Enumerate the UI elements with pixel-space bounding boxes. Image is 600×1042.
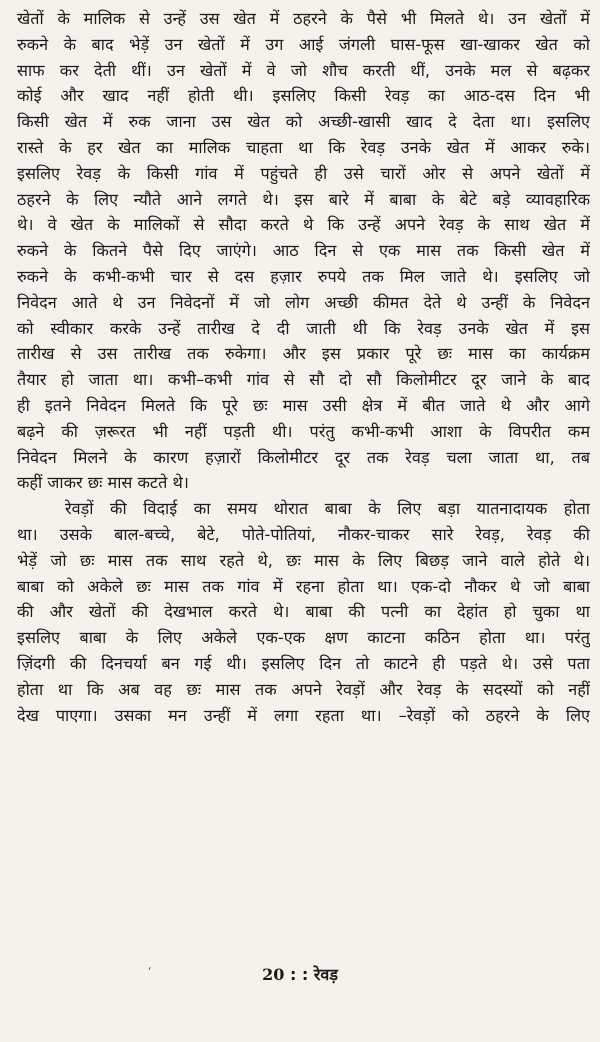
text-line: था। उसके बाल-बच्चे, बेटे, पोते-पोतियां, नौकर-चाकर सारे रेवड़, रेवड़ की [17,524,590,544]
text-line: साफ कर देती थीं। उन खेतों में वे जो शौच करती थीं, उनके मल से बढ़कर [17,60,590,80]
ink-mark: ‘ [148,965,152,978]
page-footer [0,963,600,985]
paragraph [17,496,590,728]
text-line: ही इतने निवेदन मिलते कि पूरे छः मास उसी क्षेत्र में बीत जाते थे और आगे [17,395,590,415]
text-line: कोई और खाद नहीं होती थी। इसलिए किसी रेवड़ का आठ-दस दिन भी [17,86,590,106]
text-line: इसलिए बाबा के लिए अकेले एक-एक क्षण काटना कठिन होता था। परंतु [17,628,590,648]
text-line: होता था कि अब वह छः मास तक अपने रेवड़ों और रेवड़ के सदस्यों को नहीं [17,679,590,699]
text-line: निवेदन मिलने के कारण हज़ारों किलोमीटर दूर तक रेवड़ चला जाता था, तब [17,447,590,467]
text-line: रुकने के बाद भेड़ें उन खेतों में उग आई जंगली घास-फूस खा-खाकर खेत को [17,34,590,54]
text-line: कहीं जाकर छः मास कटते थे। [17,473,189,493]
text-line: ठहरने के लिए न्यौते आने लगते थे। इस बारे में बाबा के बेटे बड़े व्यावहारिक [17,189,590,209]
text-line: निवेदन आते थे उन निवेदनों में जो लोग अच्छी कीमत देते थे उन्हीं के निवेदन [17,292,590,312]
text-line: खेतों के मालिक से उन्हें उस खेत में ठहरने के पैसे भी मिलते थे। उन खेतों में [17,9,590,28]
text-line: तारीख से उस तारीख तक रुकेगा। और इस प्रकार पूरे छः मास का कार्यक्रम [17,344,590,364]
text-line: रेवड़ों की विदाई का समय थोरात बाबा के लिए बड़ा यातनादायक होता [65,499,590,519]
text-line: इसलिए रेवड़ के किसी गांव में पहुंचते ही उसे चारों ओर से अपने खेतों में [17,163,590,183]
footer-separator: : : [289,965,309,984]
text-line: को स्वीकार करके उन्हें तारीख दे दी जाती थी कि रेवड़ उनके खेत में इस [17,318,590,338]
paragraph [17,6,590,496]
text-line: देख पाएगा। उसका मन उन्हीं में लगा रहता था। –रेवड़ों को ठहरने के लिए [17,705,590,725]
page-body [17,6,590,728]
page-number: 20 [262,965,285,984]
text-line: रुकने के कभी-कभी चार से दस हज़ार रुपये तक मिल जाते थे। इसलिए जो [17,266,590,286]
text-line: ज़िंदगी की दिनचर्या बन गई थी। इसलिए दिन तो काटने ही पड़ते थे। उसे पता [17,653,590,673]
text-line: किसी खेत में रुक जाना उस खेत को अच्छी-खासी खाद दे देता था। इसलिए [17,112,590,132]
text-line: तैयार हो जाता था। कभी–कभी गांव से सौ दो सौ किलोमीटर दूर जाने के बाद [17,370,590,390]
text-line: बढ़ने की ज़रूरत भी नहीं पड़ती थी। परंतु कभी-कभी आशा के विपरीत कम [17,421,590,441]
text-line: रास्ते के हर खेत का मालिक चाहता था कि रेवड़ उनके खेत में आकर रुके। [17,137,590,157]
book-title: रेवड़ [313,965,338,984]
text-line: थे। वे खेत के मालिकों से सौदा करते थे कि उन्हें अपने रेवड़ के साथ खेत में [17,215,590,235]
text-line: बाबा को अकेले छः मास तक गांव में रहना होता था। एक-दो नौकर थे जो बाबा [17,576,590,596]
text-line: रुकने के कितने पैसे दिए जाएंगे। आठ दिन से एक मास तक किसी खेत में [17,241,590,261]
text-line: भेड़ें जो छः मास तक साथ रहते थे, छः मास के लिए बिछड़ जाने वाले होते थे। [17,550,590,570]
text-line: की और खेतों की देखभाल करते थे। बाबा की पत्नी का देहांत हो चुका था [17,602,590,622]
